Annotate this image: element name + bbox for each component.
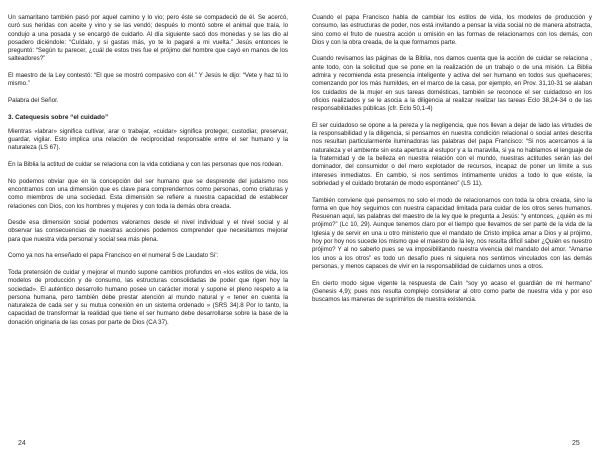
paragraph: Un samaritano también pasó por aquel camino y lo vio; pero éste se compadeció de él. Se acercó, curó sus heridas con aceite y vino y se las vendó; después lo montó sobre el animal que traía, lo condujo a una posada y se encargó de cuidarlo. Al día siguiente sacó dos monedas y se las dio al posadero diciéndole: “Cuídalo, y si gastas más, yo te lo pagaré a mi vuelta.” Jesús entonces le preguntó: “Según tu parecer, ¿cuál de estos tres fue el prójimo del hombre que cayó en manos de los salteadores?” [8,14,288,63]
paragraph: No podemos obviar que en la concepción del ser humano que se desprende del judaísmo nos encontramos con una dimensión que es clave para comprendernos como personas, como criaturas y como miembros de una sociedad. Esta dimensión se refiere a nuestra capacidad de establecer relaciones con Dios, con los hombres y mujeres y con toda la demás obra creada. [8,177,288,210]
paragraph: Desde esa dimensión social podemos valorarnos desde el nivel individual y el nivel social y al observar las consecuencias de nuestras acciones podemos comprender que necesitamos mejorar para que nuestra vida personal y social sea más plena. [8,219,288,243]
paragraph: El maestro de la Ley contestó: “El que se mostró compasivo con él.” Y Jesús le dijo: “Vete y haz tú lo mismo.” [8,72,288,88]
paragraph: Cuando revisamos las páginas de la Biblia, nos damos cuenta que la acción de cuidar se relaciona , ante todo, con la solicitud que se pone en la realización de un trabajo o de una misión. La Biblia admira y recomienda esta presencia inteligente y activa del ser humano en todos sus quehaceres; comenzando por los más humildes, en el marco de la casa, por ejemplo, en Prov. 31,10-31 se alaban los cuidados de la mujer en sus tareas domésticas, también se reconoce el ser cuidadoso en los oficios realizados y se le asocia a la diligencia al realizar realizar las tareas Eclo 38,24-34 o de las responsabilidades públicas (cfr. Eclo 50,1-4) [312,55,592,113]
right-page [312,14,592,304]
paragraph: En la Biblia la actitud de cuidar se relaciona con la vida cotidiana y con las personas que nos rodean. [8,161,284,169]
paragraph: Mientras «labrar» significa cultivar, arar o trabajar, «cuidar» significa proteger, custodiar, preservar, guardar, vigilar. Esto implica una relación de reciprocidad responsable entre el ser humano y la naturaleza (LS 67). [8,127,288,152]
quote-paragraph: Toda pretensión de cuidar y mejorar el mundo supone cambios profundos en «los estilos de vida, los modelos de producción y de consumo, las estructuras consolidadas de poder que rigen hoy la sociedad». El auténtico desarrollo humano posee un carácter moral y supone el pleno respeto a la persona humana, pero también debe prestar atención al mundo natural y « tener en cuenta la naturaleza de cada ser y su mutua conexión en un sistema ordenado » (SRS 34).8 Por lo tanto, la capacidad de transformar la realidad que tiene el ser humano debe desarrollarse sobre la base de la donación originaria de las cosas por parte de Dios (CA 37). [8,268,288,326]
paragraph: Como ya nos ha enseñado el papa Francisco en el numeral 5 de Laudato Si’: [8,252,219,260]
paragraph: También conviene que pensemos no solo el modo de relacionarnos con toda la obra creada, sino la forma en que hoy seguimos con nuestra capacidad limitada para cuidar de los otros seres humanos. Resuenan aquí, las palabras del maestro de la ley que le pregunta a Jesús: “y entonces, ¿quién es mi prójimo?” (Lc 10, 29). Aunque tenemos claro por el tiempo que llevamos de ser parte de la vida de la Iglesia y de servir en una u otro ministerio que el mandato de Cristo implica amar a Dios y al prójimo, hoy por hoy nos sucede los mismo que el maestro de la ley, nos resulta difícil saber ¿Quién es nuestro prójimo? Y al no saberlo pues se va imposibilitando nuestra vivencia del mandato del amor. “Amarse los unos a los otros” es todo un desafío pues ni siquiera nos sentimos vinculados con las demás personas, y menos capaces de vivir en la responsabilidad de cuidarnos unos a otros. [312,196,592,270]
paragraph: El ser cuidadoso se opone a la pereza y la negligencia, que nos llevan a dejar de lado las virtudes de la responsabilidad y la diligencia, si pensamos en nuestra condición relacional o social antes descrita nos resultan particularmente iluminadoras las palabras del papa Francisco: “Si nos acercamos a la naturaleza y el ambiente sin esta apertura al estupor y a la maravilla, si ya no hablamos el lenguaje de la fraternidad y de la belleza en nuestra relación con el mundo, nuestras actitudes serán las del dominador, del consumidor o del mero explotador de recursos, incapaz de poner un límite a sus intereses inmediatos. En cambio, si nos sentimos íntimamente unidos a todo lo que existe, la sobriedad y el cuidado brotarán de modo espontáneo” (LS 11). [312,121,592,187]
left-page [8,14,288,327]
page-number: 25 [572,440,580,447]
paragraph: Cuando el papa Francisco habla de cambiar los estilos de vida, los modelos de producción y consumo, las estructuras de poder, nos está invitando a pensar la vida social no de manera abstracta, sino como el fruto de nuestra acción u omisión en las formas de relacionarnos con los demás, con Dios y con la obra creada, de la que formamos parte. [312,14,592,46]
paragraph: En cierto modo sigue vigente la respuesta de Caín “soy yo acaso el guardián de mi hermano” (Genesis 4,9); pues nos resulta complejo considerar al otro como parte de nuestra vida y por eso buscamos las maneras de suprimirlos de nuestra existencia. [312,279,592,304]
page-number: 24 [18,440,26,447]
paragraph: Palabra del Señor. [8,96,59,104]
section-heading: 3. Catequesis sobre “el cuidado” [8,113,109,121]
